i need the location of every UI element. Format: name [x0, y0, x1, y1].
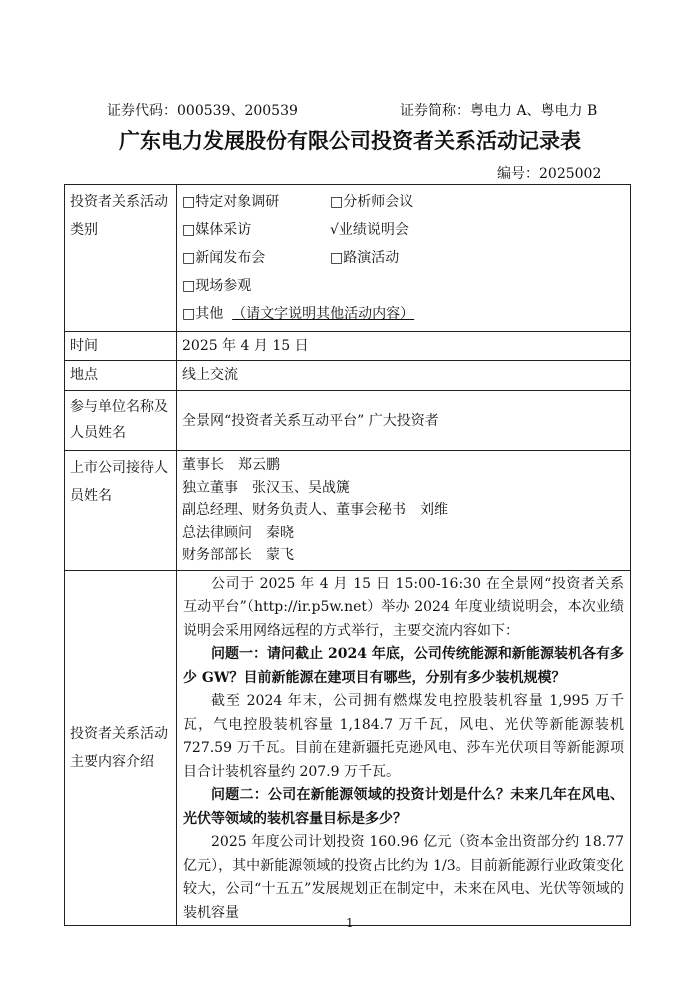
- row-reception: [65, 451, 631, 571]
- content-body: [177, 570, 631, 926]
- label-category: 投资者关系活动类别: [65, 185, 177, 332]
- paragraph: 公司于 2025 年 4 月 15 日 15:00-16:30 在全景网“投资者关系互动平台”（http://ir.p5w.net）举办 2024 年度业绩说明会，本次业绩说明会采用网络远程的方式举行，主要交流内容如下：: [183, 575, 624, 639]
- place-value: 线上交流: [177, 361, 631, 391]
- reception-people: [177, 451, 631, 571]
- question-1: 问题一：请问截止 2024 年底，公司传统能源和新能源装机各有多少 GW？目前新能源在建项目有哪些，分别有多少装机规模？: [183, 646, 624, 686]
- option-roadshow: □路演活动: [330, 250, 400, 266]
- option-other-note: （请文字说明其他活动内容）: [232, 306, 415, 322]
- question-2: 问题二：公司在新能源领域的投资计划是什么？未来几年在风电、光伏等领域的装机容量目标是多少？: [183, 787, 624, 827]
- page-title: 广东电力发展股份有限公司投资者关系活动记录表: [119, 129, 581, 153]
- row-time: [65, 332, 631, 361]
- label-reception: 上市公司接待人员姓名: [65, 451, 177, 571]
- person: 独立董事 张汉玉、吴战篪: [182, 479, 350, 496]
- record-table: [64, 184, 631, 926]
- option-site-visit: □现场参观: [182, 278, 252, 294]
- row-category: [65, 185, 631, 332]
- option-press-conference: □新闻发布会: [182, 250, 266, 266]
- security-code: 证券代码：000539、200539: [107, 103, 298, 119]
- label-time: 时间: [65, 332, 177, 361]
- category-options: [177, 185, 631, 332]
- label-place: 地点: [65, 361, 177, 391]
- person: 财务部部长 蒙飞: [182, 547, 294, 563]
- label-participants: 参与单位名称及人员姓名: [65, 391, 177, 451]
- option-analyst-meeting: □分析师会议: [330, 194, 414, 210]
- time-value: 2025 年 4 月 15 日: [177, 332, 631, 361]
- record-number: 编号：2025002: [497, 166, 602, 182]
- option-media-interview: □媒体采访: [182, 222, 252, 238]
- participants-value: 全景网“投资者关系互动平台” 广大投资者: [177, 391, 631, 451]
- option-results-briefing: √业绩说明会: [330, 222, 409, 238]
- answer-1: 截至 2024 年末，公司拥有燃煤发电控股装机容量 1,995 万千瓦，气电控股装机容量 1,184.7 万千瓦，风电、光伏等新能源装机 727.59 万千瓦。目前在建新疆托克逊风电、莎车光伏项目等新能源项目合计装机容量约 207.9 万千瓦。: [183, 693, 624, 780]
- option-other: □其他: [182, 306, 224, 322]
- page-number: 1: [346, 916, 354, 930]
- person: 董事长 郑云鹏: [182, 457, 280, 473]
- row-content: [65, 570, 631, 926]
- answer-2: 2025 年度公司计划投资 160.96 亿元（资本金出资部分约 18.77 亿元），其中新能源领域的投资占比约为 1/3。目前新能源行业政策变化较大，公司“十五五”发展规划正在制定中，未来在风电、光伏等领域的装机容量: [183, 834, 624, 921]
- label-content: 投资者关系活动主要内容介绍: [65, 570, 177, 926]
- person: 总法律顾问 秦晓: [182, 524, 294, 541]
- security-short-name: 证券简称：粤电力 A、粤电力 B: [400, 103, 598, 119]
- row-participants: [65, 391, 631, 451]
- option-specific-research: □特定对象调研: [182, 194, 280, 210]
- row-place: [65, 361, 631, 391]
- person: 副总经理、财务负责人、董事会秘书 刘维: [182, 502, 448, 518]
